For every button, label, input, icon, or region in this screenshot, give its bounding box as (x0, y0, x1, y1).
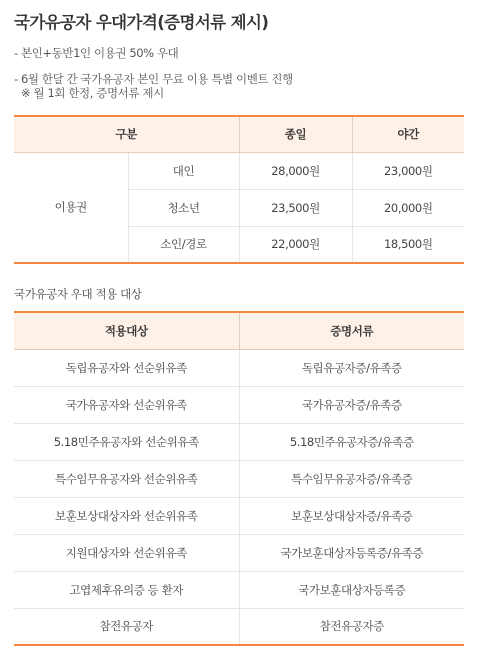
category-cell: 소인/경로 (128, 226, 239, 263)
price-table (14, 115, 464, 264)
table-row (14, 571, 464, 608)
header-night: 야간 (352, 116, 464, 152)
document-cell: 특수임무유공자증/유족증 (239, 460, 464, 497)
header-target: 적용대상 (14, 312, 239, 349)
category-cell: 대인 (128, 152, 239, 189)
target-cell: 5.18민주유공자와 선순위유족 (14, 423, 239, 460)
target-cell: 지원대상자와 선순위유족 (14, 534, 239, 571)
document-cell: 독립유공자증/유족증 (239, 349, 464, 386)
note-discount: - 본인+동반1인 이용권 50% 우대 (14, 46, 179, 60)
category-cell: 청소년 (128, 189, 239, 226)
day-price-cell: 22,000원 (239, 226, 352, 263)
night-price-cell: 18,500원 (383, 237, 433, 252)
table-row (14, 423, 464, 460)
note-limit: ※ 월 1회 한정, 증명서류 제시 (21, 86, 164, 100)
day-price-cell: 23,500원 (239, 189, 352, 226)
target-table (14, 311, 464, 646)
target-cell: 참전유공자 (14, 608, 239, 645)
table-row (14, 534, 464, 571)
document-cell: 국가보훈대상자등록증 (239, 571, 464, 608)
header-document: 증명서류 (239, 312, 464, 349)
table-row (14, 460, 464, 497)
header-category: 구분 (14, 116, 239, 152)
document-cell: 보훈보상대상자증/유족증 (239, 497, 464, 534)
target-cell: 특수임무유공자와 선순위유족 (14, 460, 239, 497)
table-row (14, 152, 464, 189)
table-row (14, 608, 464, 645)
price-table-header-row (14, 116, 464, 152)
page-title: 국가유공자 우대가격(증명서류 제시) (14, 13, 269, 32)
target-cell: 보훈보상대상자와 선순위유족 (14, 497, 239, 534)
target-cell: 고엽제후유의증 등 환자 (14, 571, 239, 608)
target-table-header-row (14, 312, 464, 349)
table-row (14, 497, 464, 534)
document-cell: 참전유공자증 (319, 619, 384, 634)
note-event: - 6월 한달 간 국가유공자 본인 무료 이용 특별 이벤트 진행 (14, 72, 293, 86)
document-cell: 5.18민주유공자증/유족증 (239, 423, 464, 460)
target-cell: 독립유공자와 선순위유족 (14, 349, 239, 386)
document-cell: 국가유공자증/유족증 (239, 386, 464, 423)
table-row (14, 349, 464, 386)
document-cell: 국가보훈대상자등록증/유족증 (239, 534, 464, 571)
day-price-cell: 28,000원 (239, 152, 352, 189)
target-section-title: 국가유공자 우대 적용 대상 (14, 287, 142, 301)
night-price-cell: 20,000원 (352, 189, 464, 226)
night-price-cell: 23,000원 (352, 152, 464, 189)
ticket-label: 이용권 (14, 152, 128, 263)
target-cell: 국가유공자와 선순위유족 (14, 386, 239, 423)
header-day: 종일 (239, 116, 352, 152)
table-row (14, 386, 464, 423)
